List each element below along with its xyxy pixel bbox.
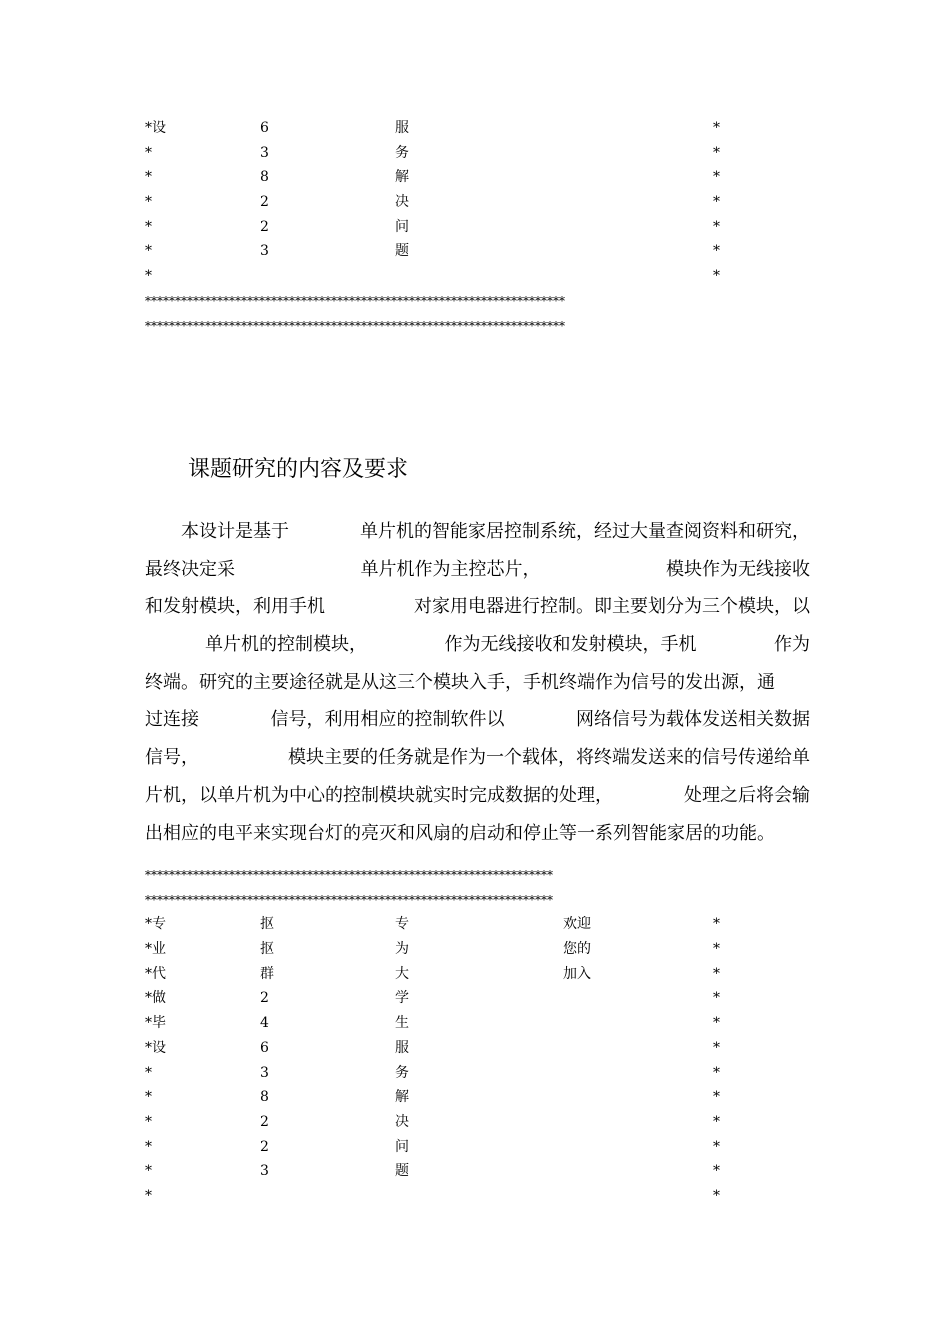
paragraph-line	[145, 588, 810, 626]
star-cell: *	[713, 990, 720, 1007]
star-row	[145, 912, 723, 937]
ad-star-box-bottom	[145, 863, 723, 1209]
star-cell: 欢迎	[563, 916, 591, 933]
paragraph-line	[145, 701, 810, 739]
star-cell: *	[713, 1163, 720, 1180]
star-cell: 2	[260, 218, 269, 235]
paragraph-line	[145, 777, 810, 815]
star-border-line: **********************************************************************	[145, 318, 565, 333]
text-segment: 对家用电器进行控制。即主要划分为三个模块，以	[414, 596, 810, 618]
star-row	[145, 1061, 723, 1086]
text-segment: 网络信号为载体发送相关数据	[576, 709, 810, 731]
text-segment: 单片机的智能家居控制系统，经过大量查阅资料和研究，	[360, 521, 810, 542]
star-cell: *	[713, 1064, 720, 1081]
star-row	[145, 1159, 723, 1184]
star-cell: *	[713, 1187, 720, 1204]
star-row	[145, 937, 723, 962]
star-cell: *	[145, 1187, 152, 1204]
star-cell: *代	[145, 965, 166, 982]
star-cell: 2	[260, 1138, 269, 1155]
star-row	[145, 116, 740, 141]
star-border-line: ********************************************************************	[145, 892, 553, 907]
star-row	[145, 962, 723, 987]
star-cell: 决	[395, 1113, 409, 1130]
star-cell: *	[713, 120, 720, 136]
section-title: 课题研究的内容及要求	[188, 457, 409, 482]
star-cell: *	[145, 268, 152, 285]
star-cell: 2	[260, 990, 269, 1007]
text-segment: 处理之后将会输	[684, 784, 810, 806]
star-cell: 抠	[260, 941, 274, 958]
star-cell: *毕	[145, 1015, 166, 1032]
star-cell: 2	[260, 1113, 269, 1130]
paragraph-line	[145, 664, 810, 702]
star-cell: *	[713, 218, 720, 235]
star-cell: *	[713, 965, 720, 982]
text-segment: 出相应的电平来实现台灯的亮灭和风扇的启动和停止等一系列智能家居的功能。	[145, 822, 775, 844]
star-cell: *	[145, 1138, 152, 1155]
text-segment: 作为无线接收和发射模块，手机	[444, 634, 697, 656]
star-row	[145, 141, 740, 166]
star-cell: *	[145, 1089, 152, 1106]
star-cell: 服	[395, 1039, 409, 1056]
star-cell: *	[713, 1015, 720, 1032]
star-cell: *专	[145, 916, 166, 933]
star-cell: 服	[395, 120, 409, 136]
star-cell: 题	[395, 243, 409, 260]
text-segment: 单片机的控制模块，	[205, 634, 367, 656]
star-cell: *设	[145, 120, 166, 136]
star-cell: 务	[395, 1064, 409, 1081]
star-cell: 群	[260, 965, 274, 982]
text-segment: 信号，利用相应的控制软件以	[270, 709, 505, 731]
text-segment: 作为	[774, 634, 810, 656]
star-row	[145, 1135, 723, 1160]
text-segment: 单片机作为主控芯片，	[360, 558, 541, 580]
star-row	[145, 1110, 723, 1135]
star-cell: 学	[395, 990, 409, 1007]
body-paragraph	[145, 513, 810, 852]
star-cell: 题	[395, 1163, 409, 1180]
star-cell: *设	[145, 1039, 166, 1056]
star-cell: 加入	[563, 965, 591, 982]
star-cell: *	[713, 941, 720, 958]
star-cell: 为	[395, 941, 409, 958]
paragraph-line	[145, 815, 810, 853]
star-cell: *	[713, 144, 720, 161]
paragraph-line	[145, 626, 810, 664]
star-cell: *	[145, 243, 152, 260]
text-segment: 片机，以单片机为中心的控制模块就实时完成数据的处理，	[145, 784, 613, 806]
text-segment: 和发射模块，利用手机	[145, 596, 325, 618]
star-cell: *	[713, 1039, 720, 1056]
star-cell: 专	[395, 916, 409, 933]
star-row	[145, 215, 740, 240]
text-segment: 终端。研究的主要途径就是从这三个模块入手，手机终端作为信号的发出源，通	[145, 671, 775, 693]
star-cell: 解	[395, 1089, 409, 1106]
star-cell: 问	[395, 218, 409, 235]
star-cell: 3	[260, 144, 269, 161]
star-cell: 6	[260, 120, 269, 136]
star-row	[145, 264, 740, 289]
star-cell: *	[713, 243, 720, 260]
star-cell: 务	[395, 144, 409, 161]
star-cell: *	[713, 268, 720, 285]
star-cell: 生	[395, 1015, 409, 1032]
star-row	[145, 1085, 723, 1110]
text-segment: 过连接	[145, 709, 199, 731]
star-cell: *	[713, 1138, 720, 1155]
star-cell: *	[713, 1089, 720, 1106]
star-row	[145, 986, 723, 1011]
text-segment: 最终决定采	[145, 558, 235, 580]
star-row	[145, 1011, 723, 1036]
star-row	[145, 165, 740, 190]
star-cell: *业	[145, 941, 166, 958]
star-row	[145, 239, 740, 264]
star-cell: 大	[395, 965, 409, 982]
star-border-line: **********************************************************************	[145, 293, 565, 308]
star-cell: 问	[395, 1138, 409, 1155]
star-cell: 8	[260, 169, 269, 186]
star-cell: *	[145, 218, 152, 235]
star-row	[145, 1184, 723, 1209]
star-cell: *	[713, 1113, 720, 1130]
star-row	[145, 1036, 723, 1061]
star-cell: 4	[260, 1015, 269, 1032]
paragraph-line	[145, 551, 810, 589]
text-segment: 模块主要的任务就是作为一个载体，将终端发送来的信号传递给单	[288, 747, 810, 769]
text-segment: 模块作为无线接收	[666, 558, 810, 580]
text-segment: 本设计是基于	[181, 521, 289, 542]
star-cell: *	[145, 144, 152, 161]
ad-star-box-top	[145, 116, 740, 338]
star-cell: *做	[145, 990, 166, 1007]
text-segment: 信号，	[145, 747, 199, 769]
star-cell: 3	[260, 243, 269, 260]
paragraph-line	[145, 513, 810, 551]
star-cell: 抠	[260, 916, 274, 933]
star-cell: 2	[260, 194, 269, 211]
star-cell: 6	[260, 1039, 269, 1056]
star-cell: *	[145, 194, 152, 211]
star-cell: 您的	[563, 941, 591, 958]
star-cell: 3	[260, 1163, 269, 1180]
star-cell: *	[145, 1113, 152, 1130]
star-cell: *	[145, 169, 152, 186]
star-cell: *	[713, 916, 720, 933]
paragraph-line	[145, 739, 810, 777]
star-cell: 3	[260, 1064, 269, 1081]
star-cell: *	[713, 169, 720, 186]
star-row	[145, 190, 740, 215]
star-cell: *	[145, 1064, 152, 1081]
star-cell: 决	[395, 194, 409, 211]
star-cell: *	[145, 1163, 152, 1180]
star-border-line: ********************************************************************	[145, 868, 553, 882]
star-cell: 8	[260, 1089, 269, 1106]
star-cell: 解	[395, 169, 409, 186]
star-cell: *	[713, 194, 720, 211]
